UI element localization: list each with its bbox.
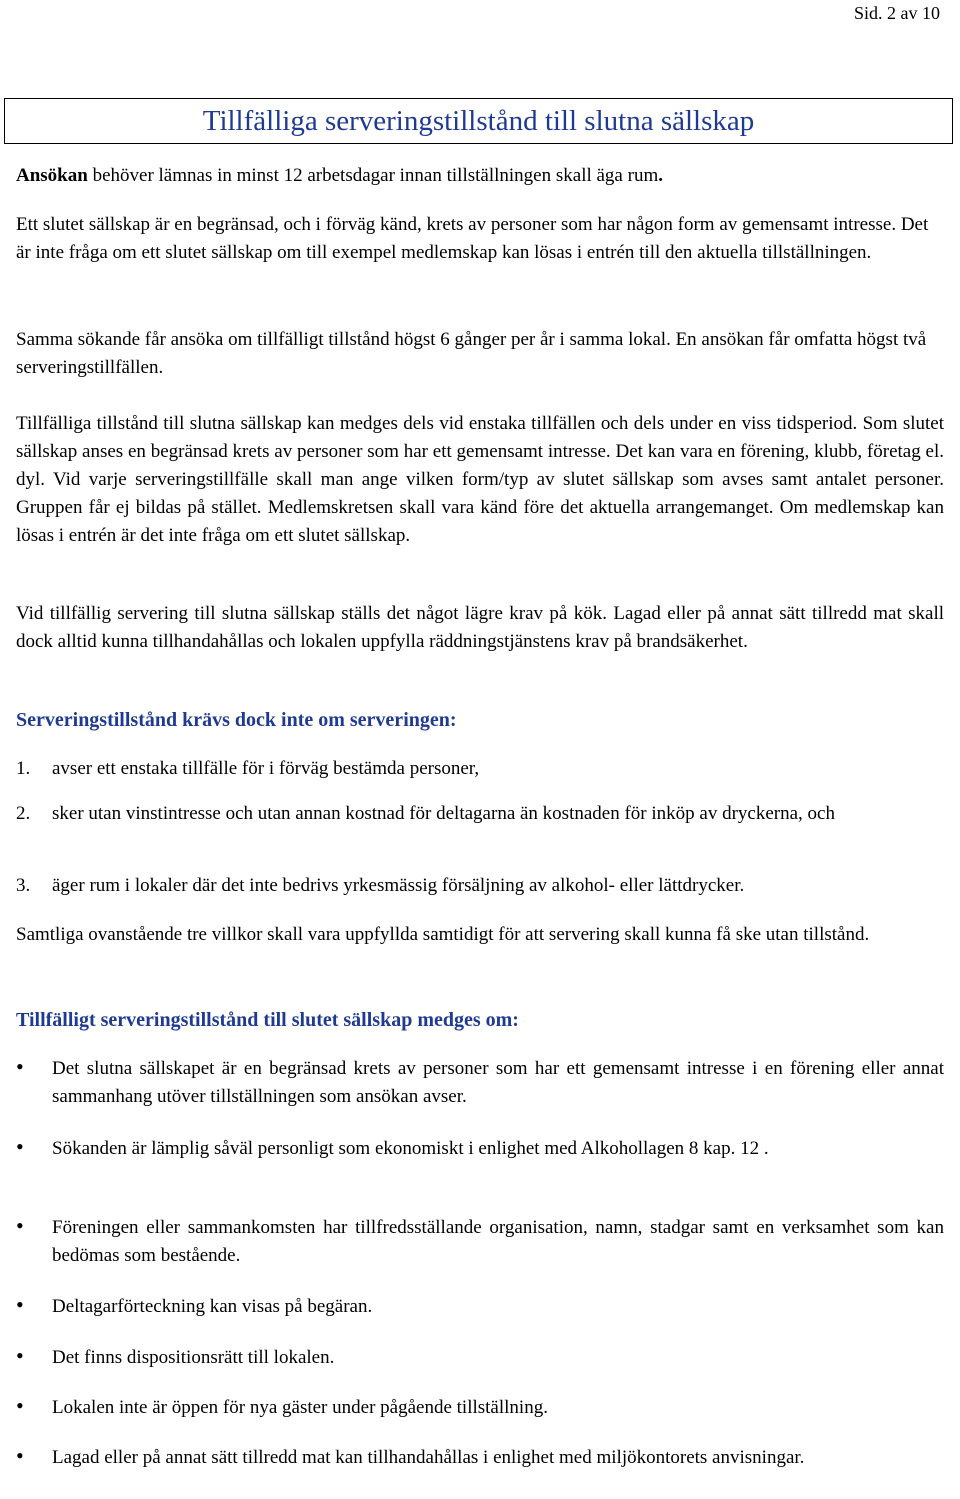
bullet-icon: • <box>16 1393 24 1418</box>
bullet-icon: • <box>16 1343 24 1368</box>
intro-paragraph <box>16 162 944 190</box>
bullet-icon: • <box>16 1213 24 1238</box>
bullet-item-5: Det finns dispositionsrätt till lokalen. <box>52 1347 335 1368</box>
list-number-2: 2. <box>16 803 31 824</box>
bullet-icon: • <box>16 1292 24 1317</box>
bullet-item-3: Föreningen eller sammankomsten har tillfredsställande organisation, namn, stadgar samt en verksamhet som kan bedömas som bestående. <box>52 1217 944 1266</box>
list-item-1: avser ett enstaka tillfälle för i förväg bestämda personer, <box>52 758 480 779</box>
paragraph-temporary-permits: Tillfälliga tillstånd till slutna sällskap kan medges dels vid enstaka tillfällen och dels under en viss tidsperiod. Som slutet sällskap anses en begränsad krets av personer som har ett gemensamt intresse. Det kan vara en förening, klubb, företag el. dyl. Vid varje serveringstillfälle skall man ange vilken form/typ av slutet sällskap som avses samt antalet personer. Gruppen får ej bildas på stället. Medlemskretsen skall vara känd före det aktuella arrangemanget. Om medlemskap kan lösas i entrén är det inte fråga om ett slutet sällskap. <box>16 413 944 546</box>
page-number: Sid. 2 av 10 <box>853 3 940 23</box>
title-box <box>4 98 953 144</box>
intro-lead-text: behöver lämnas in minst 12 arbetsdagar innan tillställningen skall äga rum <box>87 165 659 186</box>
list-number-1: 1. <box>16 758 31 779</box>
bullet-item-7: Lagad eller på annat sätt tillredd mat kan tillhandahållas i enlighet med miljökontorets anvisningar. <box>52 1447 805 1468</box>
list-number-3: 3. <box>16 875 31 896</box>
bullet-item-2: Sökanden är lämplig såväl personligt som ekonomiskt i enlighet med Alkohollagen 8 kap. 12 . <box>52 1138 769 1159</box>
intro-lead-bold: Ansökan <box>16 165 88 186</box>
list-item-3: äger rum i lokaler där det inte bedrivs yrkesmässig försäljning av alkohol- eller lättdrycker. <box>52 875 745 896</box>
list-item-2: sker utan vinstintresse och utan annan kostnad för deltagarna än kostnaden för inköp av dryckerna, och <box>52 803 835 824</box>
paragraph-kitchen-requirements: Vid tillfällig servering till slutna sällskap ställs det något lägre krav på kök. Lagad eller på annat sätt tillredd mat skall dock alltid kunna tillhandahållas och lokalen uppfylla räddningstjänstens krav på brandsäkerhet. <box>16 603 944 652</box>
intro-lead-end: . <box>658 165 663 186</box>
bullet-icon: • <box>16 1134 24 1159</box>
page-title: Tillfälliga serveringstillstånd till slutna sällskap <box>202 105 755 137</box>
bullet-item-4: Deltagarförteckning kan visas på begäran. <box>52 1296 373 1317</box>
bullet-icon: • <box>16 1443 24 1468</box>
bullet-icon: • <box>16 1054 24 1079</box>
bullet-item-1: Det slutna sällskapet är en begränsad krets av personer som har ett gemensamt intresse i en förening eller annat sammanhang utöver tillställningen som ansökan avser. <box>52 1058 944 1107</box>
heading-no-permit-required: Serveringstillstånd krävs dock inte om serveringen: <box>16 709 457 731</box>
paragraph-application-limit: Samma sökande får ansöka om tillfälligt tillstånd högst 6 gånger per år i samma lokal. En ansökan får omfatta högst två serveringstillfällen. <box>16 329 927 378</box>
paragraph-closed-company-definition: Ett slutet sällskap är en begränsad, och i förväg känd, krets av personer som har någon form av gemensamt intresse. Det är inte fråga om ett slutet sällskap om till exempel medlemskap kan lösas i entrén till den aktuella tillställningen. <box>16 214 929 263</box>
paragraph-summary: Samtliga ovanstående tre villkor skall vara uppfyllda samtidigt för att servering skall kunna få ske utan tillstånd. <box>16 924 870 945</box>
bullet-item-6: Lokalen inte är öppen för nya gäster under pågående tillställning. <box>52 1397 548 1418</box>
heading-permit-granted-if: Tillfälligt serveringstillstånd till slutet sällskap medges om: <box>16 1009 519 1031</box>
